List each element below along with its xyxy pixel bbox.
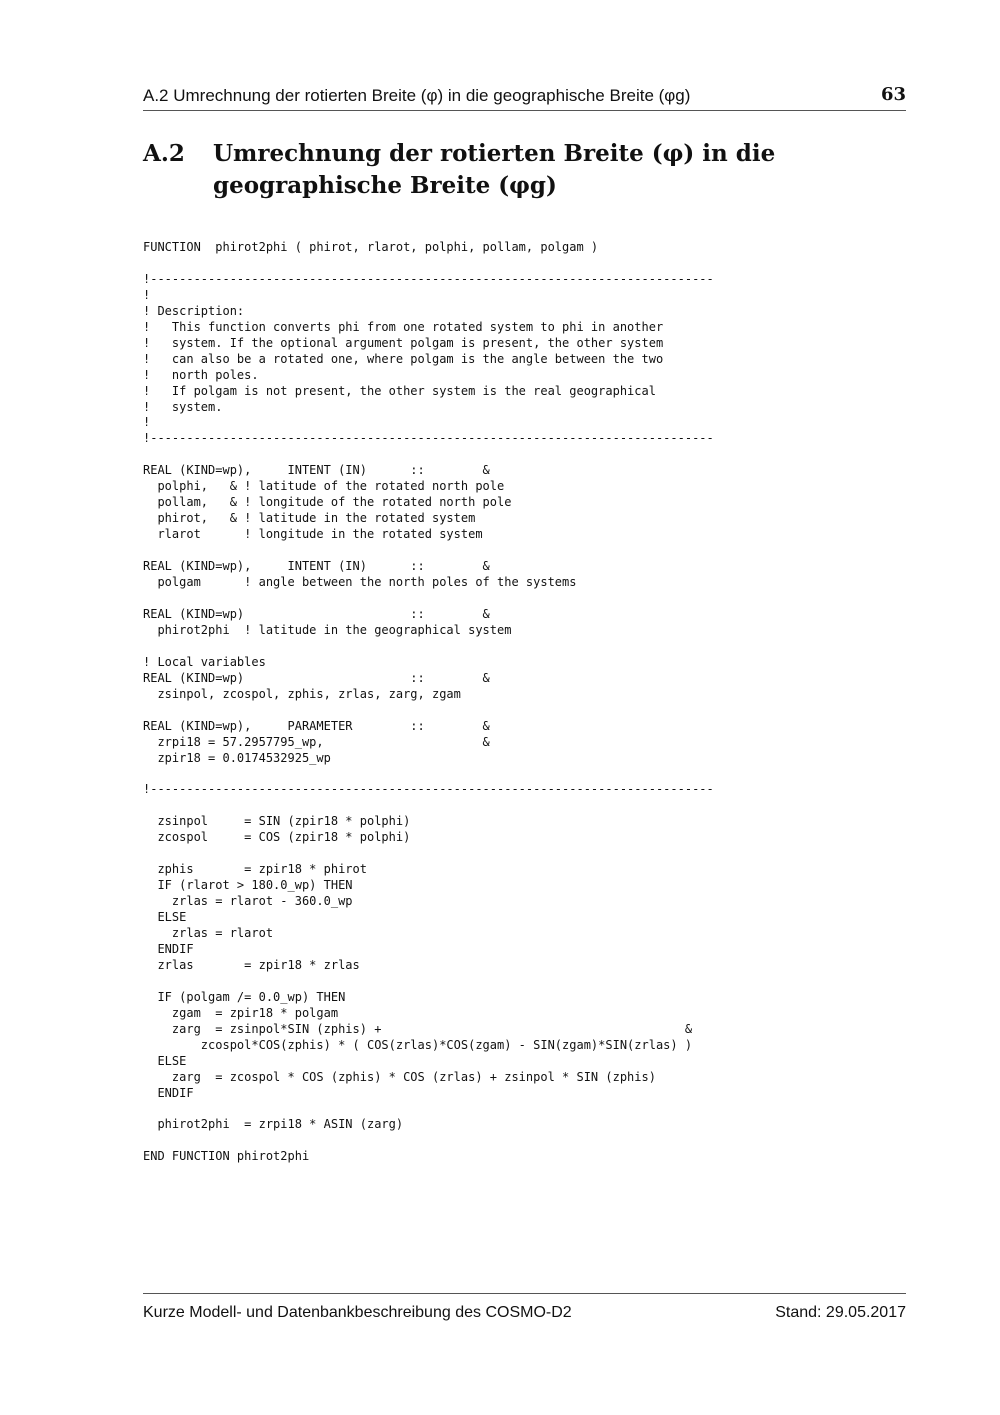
running-footer	[143, 1293, 906, 1324]
page-number: 63	[880, 84, 906, 105]
footer-date: Stand: 29.05.2017	[775, 1304, 906, 1321]
running-header	[143, 84, 906, 111]
section-title: Umrechnung der rotierten Breite (φ) in die geographische Breite (φg)	[213, 140, 776, 199]
footer-document-title: Kurze Modell- und Datenbankbeschreibung des COSMO-D2	[143, 1304, 572, 1321]
running-header-title: A.2 Umrechnung der rotierten Breite (φ) in die geographische Breite (φg)	[143, 86, 691, 105]
section-number: A.2	[143, 140, 185, 167]
code-listing: FUNCTION phirot2phi ( phirot, rlarot, polphi, pollam, polgam ) !------------------------------------------------------------------------------ ! ! Description: ! This function converts phi from one rotated system to phi in another ! system. If the optional argument polgam is present, the other system ! can also be a rotated one, where polgam is the angle between the two ! north poles. ! If polgam is not present, the other system is the real geographical ! system. ! !------------------------------------------------------------------------------ REAL (KIND=wp), INTENT (IN) :: & polphi, & ! latitude of the rotated north pole pollam, & ! longitude of the rotated north pole phirot, & ! latitude in the rotated system rlarot ! longitude in the rotated system REAL (KIND=wp), INTENT (IN) :: & polgam ! angle between the north poles of the systems REAL (KIND=wp) :: & phirot2phi ! latitude in the geographical system ! Local variables REAL (KIND=wp) :: & zsinpol, zcospol, zphis, zrlas, zarg, zgam REAL (KIND=wp), PARAMETER :: & zrpi18 = 57.2957795_wp, & zpir18 = 0.0174532925_wp !------------------------------------------------------------------------------ zsinpol = SIN (zpir18 * polphi) zcospol = COS (zpir18 * polphi) zphis = zpir18 * phirot IF (rlarot > 180.0_wp) THEN zrlas = rlarot - 360.0_wp ELSE zrlas = rlarot ENDIF zrlas = zpir18 * zrlas IF (polgam /= 0.0_wp) THEN zgam = zpir18 * polgam zarg = zsinpol*SIN (zphis) + & zcospol*COS(zphis) * ( COS(zrlas)*COS(zgam) - SIN(zgam)*SIN(zrlas) ) ELSE zarg = zcospol * COS (zphis) * COS (zrlas) + zsinpol * SIN (zphis) ENDIF phirot2phi = zrpi18 * ASIN (zarg) END FUNCTION phirot2phi	[143, 240, 714, 1164]
